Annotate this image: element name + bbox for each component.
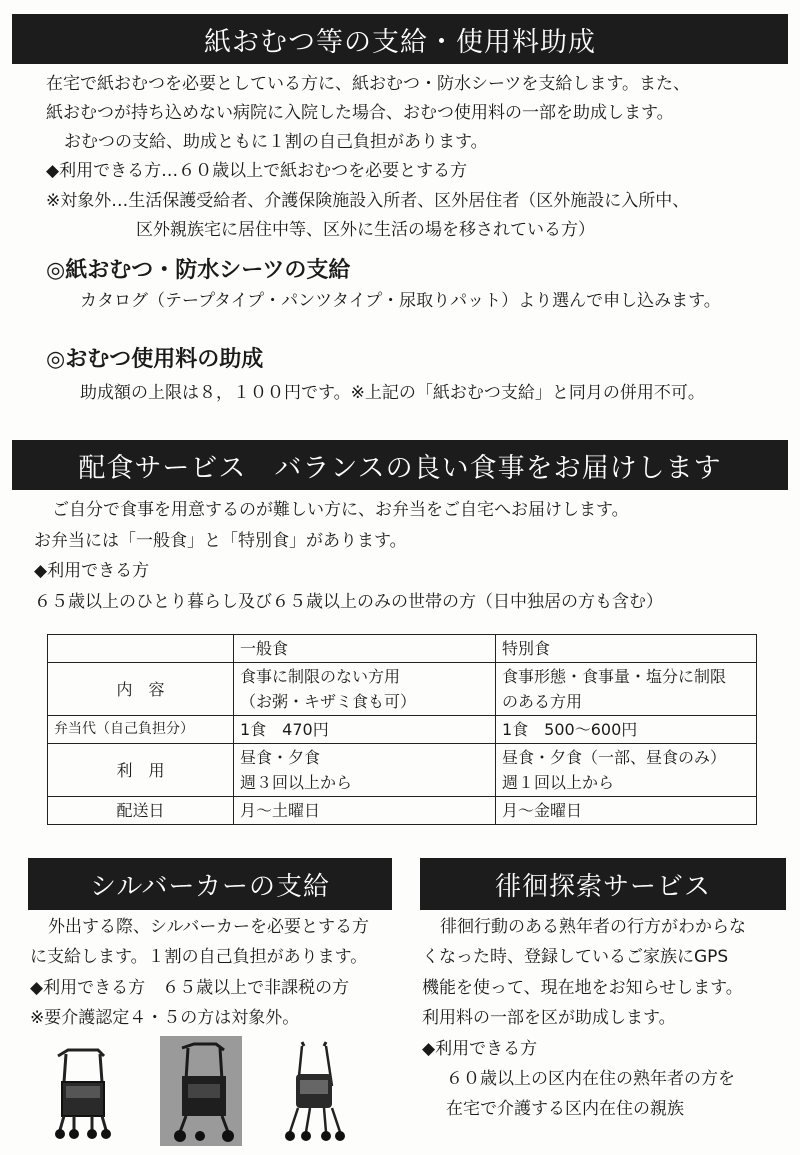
- table-corner-cell: [48, 635, 234, 663]
- cell-line: 昼食・夕食: [240, 748, 321, 767]
- meal-eligibility-label: ◆利用できる方: [34, 561, 150, 581]
- diaper-line-3: おむつの支給、助成ともに１割の自己負担があります。: [64, 132, 488, 152]
- silver-car-image-1: [46, 1042, 116, 1142]
- col-header-special: 特別食: [496, 635, 757, 663]
- cell-line: のある方用: [502, 692, 583, 711]
- cell-delivery-general: 月～土曜日: [234, 797, 496, 825]
- cell-price-special: 1食 500～600円: [496, 716, 757, 744]
- table-row: [48, 663, 757, 716]
- diaper-title-text: 紙おむつ等の支給・使用料助成: [204, 26, 596, 58]
- meal-title-text: 配食サービス バランスの良い食事をお届けします: [78, 452, 722, 484]
- col-header-general: 一般食: [234, 635, 496, 663]
- wander-line-2: くなった時、登録しているご家族にGPS: [422, 947, 729, 967]
- meal-line-2: お弁当には「一般食」と「特別食」があります。: [34, 531, 407, 551]
- walker-photo-icon: [160, 1036, 242, 1146]
- cell-line: 週１回以上から: [502, 773, 615, 792]
- wander-eligibility-2: 在宅で介護する区内在住の親族: [446, 1099, 684, 1119]
- meal-section-title: [12, 440, 788, 490]
- table-row: [48, 635, 757, 663]
- silver-line-1: 外出する際、シルバーカーを必要とする方: [48, 917, 370, 937]
- row-header-price: 弁当代（自己負担分）: [48, 716, 234, 744]
- diaper-line-1: 在宅で紙おむつを必要としている方に、紙おむつ・防水シーツを支給します。また、: [46, 74, 690, 94]
- wander-title-text: 徘徊探索サービス: [494, 871, 711, 902]
- wander-eligibility-1: ６０歳以上の区内在住の熟年者の方を: [446, 1069, 735, 1089]
- silver-exclusion: ※要介護認定４・５の方は対象外。: [30, 1008, 300, 1028]
- table-row: [48, 716, 757, 744]
- cell-content-special: [496, 663, 757, 716]
- table-row: [48, 797, 757, 825]
- silver-title-text: シルバーカーの支給: [89, 871, 330, 902]
- diaper-eligibility: ◆利用できる方…６０歳以上で紙おむつを必要とする方: [46, 161, 468, 181]
- cell-use-general: [234, 744, 496, 797]
- walker-icon: [280, 1036, 352, 1146]
- row-header-use: 利 用: [48, 744, 234, 797]
- cell-line: 週３回以上から: [240, 773, 353, 792]
- silver-car-image-2: [160, 1036, 242, 1146]
- row-header-content: 内 容: [48, 663, 234, 716]
- table-row: [48, 744, 757, 797]
- meal-line-1: ご自分で食事を用意するのが難しい方に、お弁当をご自宅へお届けします。: [52, 500, 629, 520]
- wander-line-1: 徘徊行動のある熟年者の行方がわからな: [440, 917, 746, 937]
- diaper-exclusion-1: ※対象外…生活保護受給者、介護保険施設入所者、区外居住者（区外施設に入所中、: [46, 191, 690, 211]
- silver-section-title: [28, 858, 392, 910]
- cell-price-general: 1食 470円: [234, 716, 496, 744]
- cell-use-special: [496, 744, 757, 797]
- diaper-subsidy-heading: ◎おむつ使用料の助成: [46, 347, 264, 372]
- cell-line: （お粥・キザミ食も可）: [240, 692, 417, 711]
- wander-section-title: [420, 858, 786, 910]
- cell-line: 昼食・夕食（一部、昼食のみ）: [502, 748, 727, 767]
- diaper-exclusion-2: 区外親族宅に居住中等、区外に生活の場を移されている方）: [136, 220, 595, 240]
- diaper-section-title: [12, 14, 788, 64]
- diaper-supply-heading: ◎紙おむつ・防水シーツの支給: [46, 258, 351, 283]
- meal-table: [47, 634, 757, 825]
- diaper-line-2: 紙おむつが持ち込めない病院に入院した場合、おむつ使用料の一部を助成します。: [46, 103, 674, 123]
- meal-eligibility-text: ６５歳以上のひとり暮らし及び６５歳以上のみの世帯の方（日中独居の方も含む）: [34, 592, 663, 612]
- silver-line-2: に支給します。１割の自己負担があります。: [30, 947, 368, 967]
- silver-car-image-3: [280, 1036, 352, 1146]
- row-header-delivery: 配送日: [48, 797, 234, 825]
- wander-line-4: 利用料の一部を区が助成します。: [422, 1008, 676, 1028]
- diaper-subsidy-text: 助成額の上限は８，１００円です。※上記の「紙おむつ支給」と同月の併用不可。: [80, 383, 705, 403]
- wander-line-3: 機能を使って、現在地をお知らせします。: [422, 978, 743, 998]
- diaper-supply-text: カタログ（テープタイプ・パンツタイプ・尿取りパット）より選んで申し込みます。: [80, 291, 721, 311]
- walker-icon: [46, 1042, 116, 1142]
- cell-delivery-special: 月～金曜日: [496, 797, 757, 825]
- wander-eligibility-label: ◆利用できる方: [422, 1039, 538, 1059]
- cell-line: 食事形態・食事量・塩分に制限: [502, 667, 727, 686]
- cell-content-general: [234, 663, 496, 716]
- cell-line: 食事に制限のない方用: [240, 667, 401, 686]
- silver-eligibility: ◆利用できる方 ６５歳以上で非課税の方: [30, 978, 350, 998]
